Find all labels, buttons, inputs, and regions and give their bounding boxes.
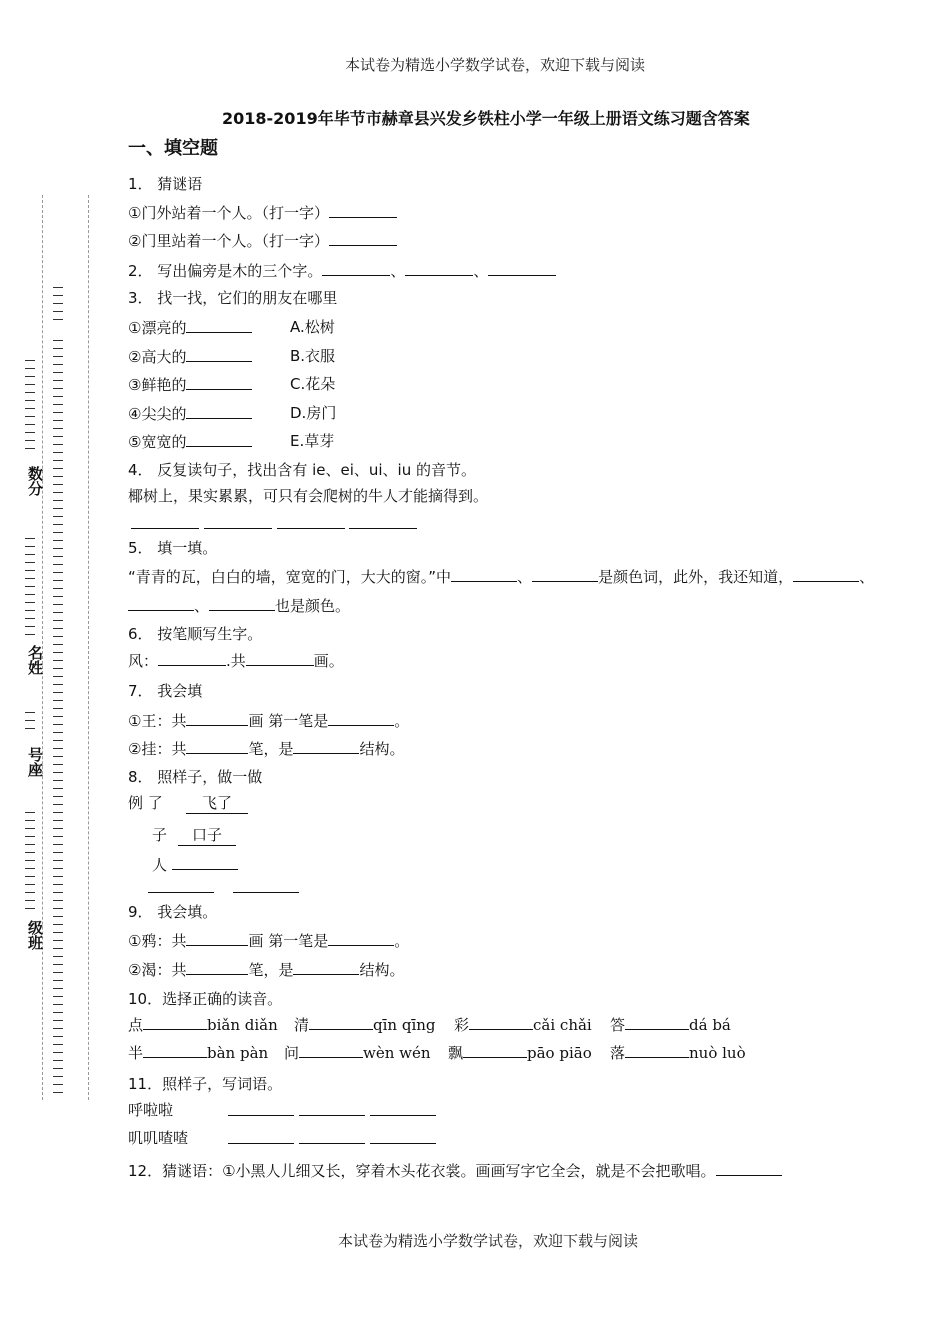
question-9-line2: ②渴：共 笔，是 结构。 xyxy=(128,958,404,980)
question-1a: ①门外站着一个人。（打一字） xyxy=(128,201,397,223)
pinyin-item: 半 bàn pàn xyxy=(128,1041,268,1063)
question-8-blanks xyxy=(148,876,299,897)
question-8-ren: 人 xyxy=(152,853,238,875)
question-8-zi: 子 xyxy=(152,826,168,844)
match-left-3: ③鲜艳的 xyxy=(128,373,252,395)
name-label: 名姓 xyxy=(26,645,44,675)
pinyin-item: 彩 cǎi chǎi xyxy=(454,1013,592,1035)
question-4-sentence: 椰树上，果实累累，可只有会爬树的牛人才能摘得到。 xyxy=(128,487,489,505)
question-8-example: 例 了 xyxy=(128,794,163,812)
binding-dashes xyxy=(25,538,35,642)
question-4-blanks xyxy=(131,512,417,533)
question-6-line: 风： .共 画。 xyxy=(128,649,344,671)
binding-dashes xyxy=(25,812,35,916)
question-11-a: 呼啦啦 xyxy=(128,1101,174,1119)
question-5: 5． 填一填。 xyxy=(128,539,218,557)
question-1b: ②门里站着一个人。（打一字） xyxy=(128,229,397,251)
pinyin-item: 飘 pāo piāo xyxy=(448,1041,592,1063)
binding-dashes xyxy=(25,360,35,456)
question-11-b: 叽叽喳喳 xyxy=(128,1129,189,1147)
match-left-4: ④尖尖的 xyxy=(128,402,252,424)
pinyin-item: 问 wèn wén xyxy=(284,1041,431,1063)
match-left-2: ②高大的 xyxy=(128,345,252,367)
pinyin-item: 点 biǎn diǎn xyxy=(128,1013,278,1035)
question-8-zi-answer: 口子 xyxy=(178,824,236,846)
question-9-line1: ①鸦：共 画 第一笔是 。 xyxy=(128,929,409,951)
score-label: 数分 xyxy=(26,466,44,496)
question-10: 10．选择正确的读音。 xyxy=(128,990,283,1008)
pinyin-item: 落 nuò luò xyxy=(610,1041,746,1063)
binding-dashes xyxy=(25,712,35,736)
match-right-5: E.草芽 xyxy=(290,432,335,450)
pinyin-item: 答 dá bá xyxy=(610,1013,731,1035)
question-5-line1: “青青的瓦，白白的墙，宽宽的门，大大的窗。”中 、 是颜色词，此外，我还知道， 、 xyxy=(128,565,874,587)
question-7-line1: ①王：共 画 第一笔是 。 xyxy=(128,709,409,731)
seat-label: 号座 xyxy=(26,747,44,777)
binding-dashes xyxy=(53,340,63,1100)
document-title: 2018-2019年毕节市赫章县兴发乡铁柱小学一年级上册语文练习题含答案 xyxy=(222,109,750,128)
page-header: 本试卷为精选小学数学试卷，欢迎下载与阅读 xyxy=(345,56,646,74)
match-right-4: D.房门 xyxy=(290,404,337,422)
binding-line-inner xyxy=(88,195,89,1100)
question-8-example-answer: 飞了 xyxy=(186,792,248,814)
question-6: 6． 按笔顺写生字。 xyxy=(128,625,263,643)
match-right-2: B.衣服 xyxy=(290,347,336,365)
question-7: 7． 我会填 xyxy=(128,682,203,700)
match-left-1: ①漂亮的 xyxy=(128,316,252,338)
page-footer: 本试卷为精选小学数学试卷，欢迎下载与阅读 xyxy=(338,1232,639,1250)
question-11-a-blanks xyxy=(228,1099,436,1120)
question-12: 12．猜谜语：①小黑人儿细又长，穿着木头花衣裳。画画写字它全会，就是不会把歌唱。 xyxy=(128,1159,782,1181)
question-1: 1． 猜谜语 xyxy=(128,175,203,193)
question-3: 3． 找一找，它们的朋友在哪里 xyxy=(128,289,338,307)
match-right-1: A.松树 xyxy=(290,318,335,336)
question-5-line2: 、 也是颜色。 xyxy=(128,594,350,616)
pinyin-item: 清 qīn qīng xyxy=(294,1013,436,1035)
question-7-line2: ②挂：共 笔，是 结构。 xyxy=(128,737,404,759)
question-11: 11．照样子，写词语。 xyxy=(128,1075,283,1093)
match-left-5: ⑤宽宽的 xyxy=(128,430,252,452)
question-4: 4． 反复读句子，找出含有 ie、ei、ui、iu 的音节。 xyxy=(128,461,476,479)
question-9: 9． 我会填。 xyxy=(128,903,218,921)
section-heading: 一、填空题 xyxy=(128,138,218,159)
class-label: 级班 xyxy=(26,920,44,950)
binding-dashes xyxy=(53,287,63,327)
question-2: 2． 写出偏旁是木的三个字。 、 、 xyxy=(128,259,556,281)
question-8: 8． 照样子，做一做 xyxy=(128,768,263,786)
match-right-3: C.花朵 xyxy=(290,375,336,393)
question-11-b-blanks xyxy=(228,1127,436,1148)
